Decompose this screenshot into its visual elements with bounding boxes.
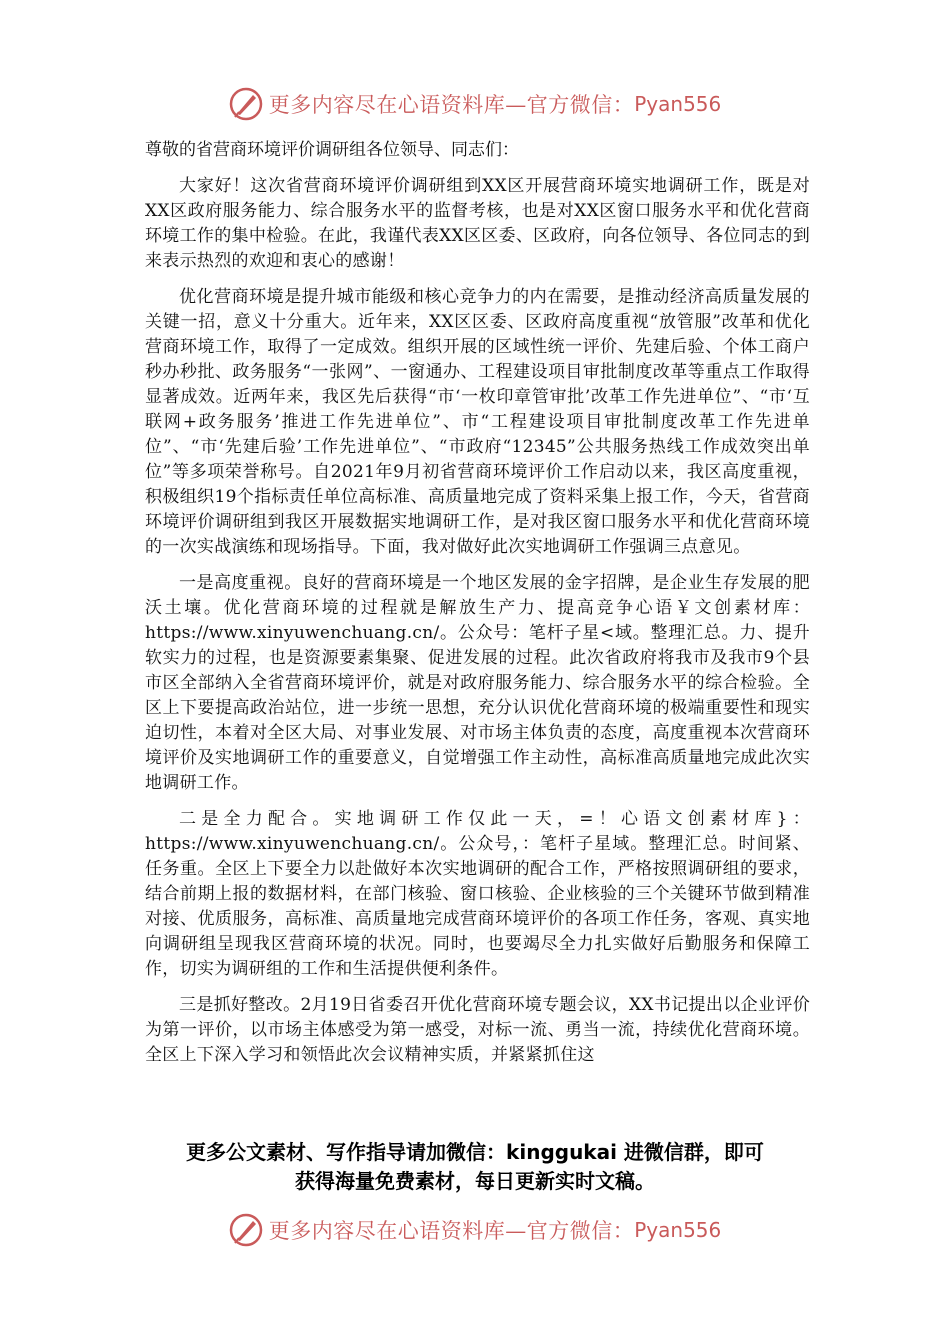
promo-notice-line-1: 更多公文素材、写作指导请加微信：kinggukai 进微信群，即可 xyxy=(186,1140,764,1164)
quill-pen-circle-icon xyxy=(229,87,263,121)
promo-notice xyxy=(100,1138,850,1196)
paragraph-point-one: 一是高度重视。良好的营商环境是一个地区发展的金字招牌，是企业生存发展的肥沃土壤。优化营商环境的过程就是解放生产力、提高竞争心语￥文创素材库：https://www.xinyuwenchuang.cn/。公众号：笔杆子星<域。整理汇总。力、提升软实力的过程，也是资源要素集聚、促进发展的过程。此次省政府将我市及我市9个县市区全部纳入全省营商环境评价，就是对政府服务能力、综合服务水平的综合检验。全区上下要提高政治站位，进一步统一思想，充分认识优化营商环境的极端重要性和现实迫切性，本着对全区大局、对事业发展、对市场主体负责的态度，高度重视本次营商环境评价及实地调研工作的重要意义，自觉增强工作主动性，高标准高质量地完成此次实地调研工作。 xyxy=(145,573,810,793)
quill-pen-circle-icon xyxy=(229,1213,263,1247)
banner-text: 更多内容尽在心语资料库—官方微信： xyxy=(268,93,635,117)
paragraph-background: 优化营商环境是提升城市能级和核心竞争力的内在需要，是推动经济高质量发展的关键一招，意义十分重大。近年来，XX区区委、区政府高度重视“放管服”改革和优化营商环境工作，取得了一定成效。组织开展的区域性统一评价、先建后验、个体工商户秒办秒批、政务服务“一张网”、一窗通办、工程建设项目审批制度改革等重点工作取得显著成效。近两年来，我区先后获得“市‘一枚印章管审批’改革工作先进单位”、“市‘互联网+政务服务’推进工作先进单位”、市“工程建设项目审批制度改革工作先进单位”、“市‘先建后验’工作先进单位”、“市政府“12345”公共服务热线工作成效突出单位”等多项荣誉称号。自2021年9月初省营商环境评价工作启动以来，我区高度重视，积极组织19个指标责任单位高标准、高质量地完成了资料采集上报工作，今天，省营商环境评价调研组到我区开展数据实地调研工作，是对我区窗口服务水平和优化营商环境的一次实战演练和现场指导。下面，我对做好此次实地调研工作强调三点意见。 xyxy=(145,287,810,557)
paragraph-point-three: 三是抓好整改。2月19日省委召开优化营商环境专题会议，XX书记提出以企业评价为第一评价，以市场主体感受为第一感受，对标一流、勇当一流，持续优化营商环境。全区上下深入学习和领悟此次会议精神实质，并紧紧抓住这 xyxy=(145,995,810,1065)
wechat-id: Pyan556 xyxy=(634,1218,722,1242)
salutation: 尊敬的省营商环境评价调研组各位领导、同志们： xyxy=(145,140,519,160)
paragraph-point-two: 二是全力配合。实地调研工作仅此一天，=！心语文创素材库}：https://www.xinyuwenchuang.cn/。公众号，：笔杆子星域。整理汇总。时间紧、任务重。全区上下要全力以赴做好本次实地调研的配合工作，严格按照调研组的要求，结合前期上报的数据材料，在部门核验、窗口核验、企业核验的三个关键环节做到精准对接、优质服务，高标准、高质量地完成营商环境评价的各项工作任务，客观、真实地向调研组呈现我区营商环境的状况。同时，也要竭尽全力扎实做好后勤服务和保障工作，切实为调研组的工作和生活提供便利条件。 xyxy=(145,809,810,979)
document-body xyxy=(145,138,810,1079)
footer-banner xyxy=(0,1210,950,1250)
header-banner xyxy=(0,84,950,124)
paragraph-welcome: 大家好！这次省营商环境评价调研组到XX区开展营商环境实地调研工作，既是对XX区政府服务能力、综合服务水平的监督考核，也是对XX区窗口服务水平和优化营商环境工作的集中检验。在此，我谨代表XX区区委、区政府，向各位领导、各位同志的到来表示热烈的欢迎和衷心的感谢！ xyxy=(145,176,810,271)
promo-notice-line-2: 获得海量免费素材，每日更新实时文稿。 xyxy=(295,1169,655,1193)
banner-text: 更多内容尽在心语资料库—官方微信： xyxy=(268,1219,635,1243)
wechat-id: Pyan556 xyxy=(634,92,722,116)
